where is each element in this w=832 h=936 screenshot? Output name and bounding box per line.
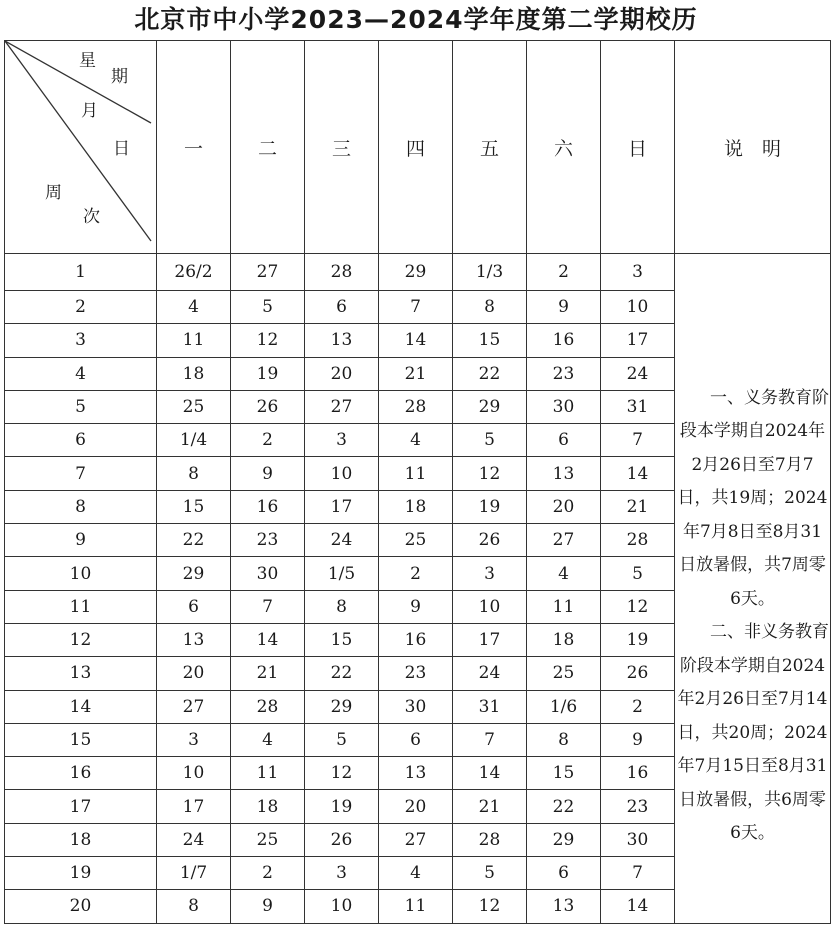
date-cell: 15 <box>453 324 527 357</box>
date-cell: 6 <box>379 723 453 756</box>
date-cell: 23 <box>231 524 305 557</box>
date-cell: 12 <box>453 890 527 923</box>
date-cell: 21 <box>453 790 527 823</box>
week-number-cell: 14 <box>5 690 157 723</box>
date-cell: 20 <box>379 790 453 823</box>
week-number-cell: 4 <box>5 357 157 390</box>
date-cell: 13 <box>379 757 453 790</box>
date-cell: 25 <box>157 390 231 423</box>
weekday-header-tue: 二 <box>231 41 305 254</box>
date-cell: 26 <box>601 657 675 690</box>
date-cell: 29 <box>527 823 601 856</box>
date-cell: 16 <box>527 324 601 357</box>
date-cell: 24 <box>305 524 379 557</box>
date-cell: 16 <box>379 623 453 656</box>
note-paragraph: 二、非义务教育阶段本学期自2024年2月26日至7月14日，共20周；2024年7月15日至8月31日放暑假，共6周零6天。 <box>677 622 829 844</box>
week-number-cell: 5 <box>5 390 157 423</box>
date-cell: 10 <box>305 890 379 923</box>
date-cell: 8 <box>305 590 379 623</box>
date-cell: 11 <box>157 324 231 357</box>
date-cell: 4 <box>157 291 231 324</box>
date-cell: 17 <box>601 324 675 357</box>
page-title: 北京市中小学2023—2024学年度第二学期校历 <box>134 5 698 34</box>
weekday-header-wed: 三 <box>305 41 379 254</box>
date-cell: 18 <box>157 357 231 390</box>
date-cell: 9 <box>379 590 453 623</box>
date-cell: 9 <box>231 457 305 490</box>
date-cell: 14 <box>601 457 675 490</box>
week-number-cell: 20 <box>5 890 157 923</box>
header-row <box>5 41 831 254</box>
week-row <box>5 254 831 291</box>
date-cell: 21 <box>601 490 675 523</box>
date-cell: 3 <box>305 857 379 890</box>
date-cell: 9 <box>231 890 305 923</box>
date-cell: 29 <box>305 690 379 723</box>
date-cell: 11 <box>379 457 453 490</box>
date-cell: 8 <box>527 723 601 756</box>
week-number-cell: 6 <box>5 424 157 457</box>
date-cell: 9 <box>601 723 675 756</box>
date-cell: 22 <box>453 357 527 390</box>
date-cell: 31 <box>453 690 527 723</box>
date-cell: 16 <box>231 490 305 523</box>
date-cell: 21 <box>231 657 305 690</box>
date-cell: 9 <box>527 291 601 324</box>
weekday-header-sun: 日 <box>601 41 675 254</box>
week-number-cell: 18 <box>5 823 157 856</box>
date-cell: 14 <box>231 623 305 656</box>
date-cell: 6 <box>527 424 601 457</box>
corner-label-qi: 期 <box>111 67 128 87</box>
date-cell: 1/5 <box>305 557 379 590</box>
date-cell: 14 <box>453 757 527 790</box>
date-cell: 27 <box>379 823 453 856</box>
date-cell: 30 <box>527 390 601 423</box>
date-cell: 8 <box>157 890 231 923</box>
date-cell: 29 <box>453 390 527 423</box>
date-cell: 6 <box>305 291 379 324</box>
date-cell: 21 <box>379 357 453 390</box>
date-cell: 18 <box>527 623 601 656</box>
school-calendar-table <box>4 40 831 924</box>
date-cell: 27 <box>527 524 601 557</box>
date-cell: 8 <box>157 457 231 490</box>
notes-header: 说 明 <box>675 41 831 254</box>
date-cell: 20 <box>157 657 231 690</box>
week-number-cell: 15 <box>5 723 157 756</box>
date-cell: 5 <box>453 857 527 890</box>
date-cell: 22 <box>157 524 231 557</box>
date-cell: 14 <box>379 324 453 357</box>
date-cell: 3 <box>157 723 231 756</box>
corner-header-cell <box>5 41 157 254</box>
date-cell: 12 <box>453 457 527 490</box>
date-cell: 23 <box>379 657 453 690</box>
date-cell: 10 <box>453 590 527 623</box>
date-cell: 31 <box>601 390 675 423</box>
week-number-cell: 2 <box>5 291 157 324</box>
date-cell: 1/3 <box>453 254 527 291</box>
date-cell: 19 <box>305 790 379 823</box>
corner-label-zhou: 周 <box>45 183 62 203</box>
date-cell: 24 <box>453 657 527 690</box>
date-cell: 7 <box>453 723 527 756</box>
date-cell: 27 <box>305 390 379 423</box>
date-cell: 3 <box>305 424 379 457</box>
date-cell: 8 <box>453 291 527 324</box>
weekday-header-sat: 六 <box>527 41 601 254</box>
date-cell: 11 <box>379 890 453 923</box>
corner-label-xing: 星 <box>79 51 96 71</box>
date-cell: 12 <box>601 590 675 623</box>
date-cell: 5 <box>601 557 675 590</box>
date-cell: 27 <box>231 254 305 291</box>
date-cell: 15 <box>305 623 379 656</box>
calendar-body <box>5 254 831 924</box>
date-cell: 18 <box>231 790 305 823</box>
date-cell: 3 <box>453 557 527 590</box>
date-cell: 15 <box>527 757 601 790</box>
date-cell: 13 <box>527 890 601 923</box>
date-cell: 30 <box>231 557 305 590</box>
date-cell: 1/4 <box>157 424 231 457</box>
date-cell: 4 <box>527 557 601 590</box>
date-cell: 10 <box>601 291 675 324</box>
date-cell: 30 <box>379 690 453 723</box>
date-cell: 19 <box>231 357 305 390</box>
date-cell: 19 <box>453 490 527 523</box>
week-number-cell: 10 <box>5 557 157 590</box>
date-cell: 14 <box>601 890 675 923</box>
weekday-header-thu: 四 <box>379 41 453 254</box>
date-cell: 7 <box>601 424 675 457</box>
date-cell: 24 <box>601 357 675 390</box>
date-cell: 11 <box>527 590 601 623</box>
date-cell: 1/6 <box>527 690 601 723</box>
diagonal-lines <box>5 41 157 253</box>
date-cell: 13 <box>305 324 379 357</box>
week-number-cell: 16 <box>5 757 157 790</box>
date-cell: 13 <box>157 623 231 656</box>
date-cell: 5 <box>231 291 305 324</box>
week-number-cell: 1 <box>5 254 157 291</box>
date-cell: 23 <box>527 357 601 390</box>
date-cell: 2 <box>231 857 305 890</box>
date-cell: 24 <box>157 823 231 856</box>
date-cell: 28 <box>305 254 379 291</box>
date-cell: 1/7 <box>157 857 231 890</box>
week-number-cell: 11 <box>5 590 157 623</box>
date-cell: 19 <box>601 623 675 656</box>
date-cell: 26 <box>453 524 527 557</box>
date-cell: 16 <box>601 757 675 790</box>
date-cell: 5 <box>453 424 527 457</box>
date-cell: 26 <box>305 823 379 856</box>
date-cell: 5 <box>305 723 379 756</box>
date-cell: 7 <box>601 857 675 890</box>
date-cell: 12 <box>231 324 305 357</box>
corner-label-ci: 次 <box>83 207 100 227</box>
date-cell: 20 <box>527 490 601 523</box>
week-number-cell: 12 <box>5 623 157 656</box>
date-cell: 6 <box>527 857 601 890</box>
week-number-cell: 13 <box>5 657 157 690</box>
date-cell: 12 <box>305 757 379 790</box>
date-cell: 2 <box>379 557 453 590</box>
corner-label-yue: 月 <box>81 101 98 121</box>
weekday-header-mon: 一 <box>157 41 231 254</box>
date-cell: 17 <box>157 790 231 823</box>
date-cell: 4 <box>379 424 453 457</box>
date-cell: 25 <box>527 657 601 690</box>
date-cell: 17 <box>305 490 379 523</box>
week-number-cell: 19 <box>5 857 157 890</box>
date-cell: 7 <box>231 590 305 623</box>
date-cell: 22 <box>527 790 601 823</box>
date-cell: 3 <box>601 254 675 291</box>
date-cell: 13 <box>527 457 601 490</box>
date-cell: 7 <box>379 291 453 324</box>
weekday-header-fri: 五 <box>453 41 527 254</box>
date-cell: 26 <box>231 390 305 423</box>
date-cell: 28 <box>231 690 305 723</box>
notes-cell <box>675 254 831 924</box>
date-cell: 25 <box>231 823 305 856</box>
week-number-cell: 8 <box>5 490 157 523</box>
date-cell: 2 <box>231 424 305 457</box>
date-cell: 27 <box>157 690 231 723</box>
date-cell: 26/2 <box>157 254 231 291</box>
date-cell: 11 <box>231 757 305 790</box>
date-cell: 29 <box>157 557 231 590</box>
date-cell: 6 <box>157 590 231 623</box>
date-cell: 2 <box>601 690 675 723</box>
date-cell: 28 <box>379 390 453 423</box>
week-number-cell: 17 <box>5 790 157 823</box>
date-cell: 18 <box>379 490 453 523</box>
date-cell: 28 <box>601 524 675 557</box>
week-number-cell: 7 <box>5 457 157 490</box>
date-cell: 4 <box>379 857 453 890</box>
date-cell: 10 <box>157 757 231 790</box>
date-cell: 4 <box>231 723 305 756</box>
date-cell: 25 <box>379 524 453 557</box>
date-cell: 15 <box>157 490 231 523</box>
note-paragraph: 一、义务教育阶段本学期自2024年2月26日至7月7日，共19周；2024年7月8日至8月31日放暑假，共7周零6天。 <box>677 387 829 609</box>
date-cell: 29 <box>379 254 453 291</box>
week-number-cell: 9 <box>5 524 157 557</box>
date-cell: 2 <box>527 254 601 291</box>
date-cell: 20 <box>305 357 379 390</box>
date-cell: 30 <box>601 823 675 856</box>
corner-label-ri: 日 <box>113 139 130 159</box>
date-cell: 17 <box>453 623 527 656</box>
week-number-cell: 3 <box>5 324 157 357</box>
date-cell: 22 <box>305 657 379 690</box>
date-cell: 28 <box>453 823 527 856</box>
date-cell: 10 <box>305 457 379 490</box>
date-cell: 23 <box>601 790 675 823</box>
